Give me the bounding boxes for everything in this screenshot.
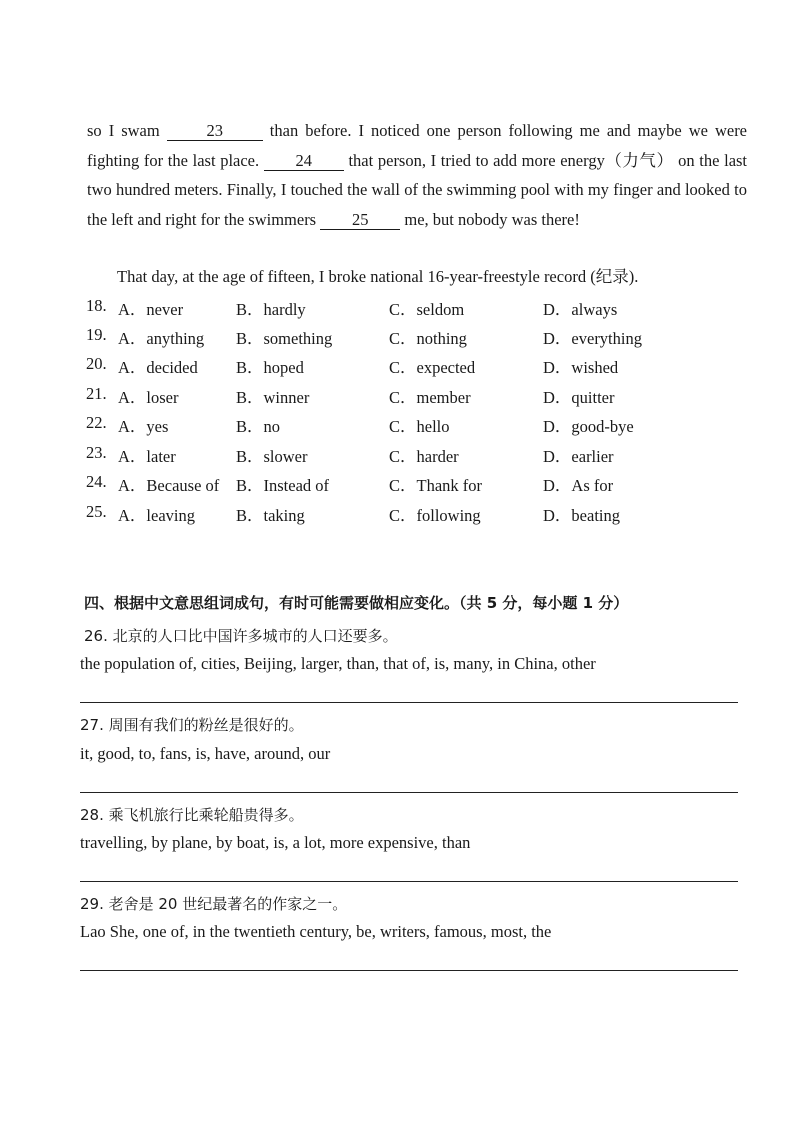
option-b: B．winner (236, 388, 310, 407)
option-d: D．wished (543, 358, 619, 377)
option-b: B．slower (236, 447, 308, 466)
passage-text: so I swam (87, 121, 160, 140)
question-words: the population of, cities, Beijing, larger, than, that of, is, many, in China, other (80, 654, 596, 673)
answer-line[interactable] (80, 881, 738, 882)
question-options-row (86, 413, 766, 441)
option-c: C．expected (389, 358, 476, 377)
passage-paragraph (87, 116, 747, 234)
option-a: A．leaving (118, 506, 195, 525)
question-number: 18. (86, 296, 107, 315)
option-a: A．yes (118, 417, 169, 436)
blank-23: 23 (167, 122, 263, 141)
question-number: 21. (86, 384, 107, 403)
question-options-row (86, 443, 766, 471)
question-number: 24. (86, 472, 107, 491)
question-options-row (86, 384, 766, 412)
question-words: travelling, by plane, by boat, is, a lot, more expensive, than (80, 833, 471, 852)
option-d: D．everything (543, 329, 642, 348)
passage-text: that person, I tried to add more energy（力气） on the last two hundred meters. Finally, I touched the wall of the swimming pool with my finger and looked to the left and right for the swimmers (87, 150, 748, 229)
option-c: C．hello (389, 417, 450, 436)
question-options-row (86, 296, 766, 324)
option-b: B．hardly (236, 300, 306, 319)
option-c: C．Thank for (389, 476, 483, 495)
option-c: C．harder (389, 447, 459, 466)
option-a: A．Because of (118, 476, 220, 495)
option-d: D．As for (543, 476, 614, 495)
question-chinese: 28. 乘飞机旅行比乘轮船贵得多。 (80, 806, 304, 824)
question-number: 19. (86, 325, 107, 344)
answer-line[interactable] (80, 702, 738, 703)
question-chinese: 27. 周围有我们的粉丝是很好的。 (80, 716, 304, 734)
option-c: C．seldom (389, 300, 465, 319)
section-title: 四、根据中文意思组词成句，有时可能需要做相应变化。（共 5 分，每小题 1 分） (84, 594, 629, 612)
question-number: 23. (86, 443, 107, 462)
option-a: A．never (118, 300, 184, 319)
option-d: D．earlier (543, 447, 614, 466)
question-chinese: 29. 老舍是 20 世纪最著名的作家之一。 (80, 895, 348, 913)
option-a: A．anything (118, 329, 205, 348)
question-options-row (86, 502, 766, 530)
option-c: C．following (389, 506, 481, 525)
option-a: A．later (118, 447, 176, 466)
option-d: D．quitter (543, 388, 615, 407)
option-b: B．no (236, 417, 281, 436)
option-d: D．always (543, 300, 618, 319)
option-b: B．hoped (236, 358, 304, 377)
option-c: C．nothing (389, 329, 467, 348)
option-d: D．beating (543, 506, 620, 525)
question-chinese: 26. 北京的人口比中国许多城市的人口还要多。 (84, 627, 398, 645)
question-number: 22. (86, 413, 107, 432)
question-options-row (86, 325, 766, 353)
option-d: D．good-bye (543, 417, 634, 436)
question-number: 20. (86, 354, 107, 373)
blank-24: 24 (264, 152, 344, 171)
option-b: B．taking (236, 506, 305, 525)
question-number: 25. (86, 502, 107, 521)
option-c: C．member (389, 388, 471, 407)
question-words: Lao She, one of, in the twentieth century, be, writers, famous, most, the (80, 922, 552, 941)
option-a: A．loser (118, 388, 179, 407)
passage-text: me, but nobody was there! (404, 209, 580, 229)
passage-closing: That day, at the age of fifteen, I broke national 16-year-freestyle record (纪录). (117, 267, 639, 286)
passage-text: than before. I noticed one person following me and maybe we were fighting for the last place. (87, 121, 748, 170)
question-options-row (86, 472, 766, 500)
answer-line[interactable] (80, 792, 738, 793)
option-b: B．something (236, 329, 333, 348)
blank-25: 25 (320, 211, 400, 230)
option-b: B．Instead of (236, 476, 330, 495)
question-options-row (86, 354, 766, 382)
question-words: it, good, to, fans, is, have, around, our (80, 744, 331, 763)
answer-line[interactable] (80, 970, 738, 971)
option-a: A．decided (118, 358, 198, 377)
